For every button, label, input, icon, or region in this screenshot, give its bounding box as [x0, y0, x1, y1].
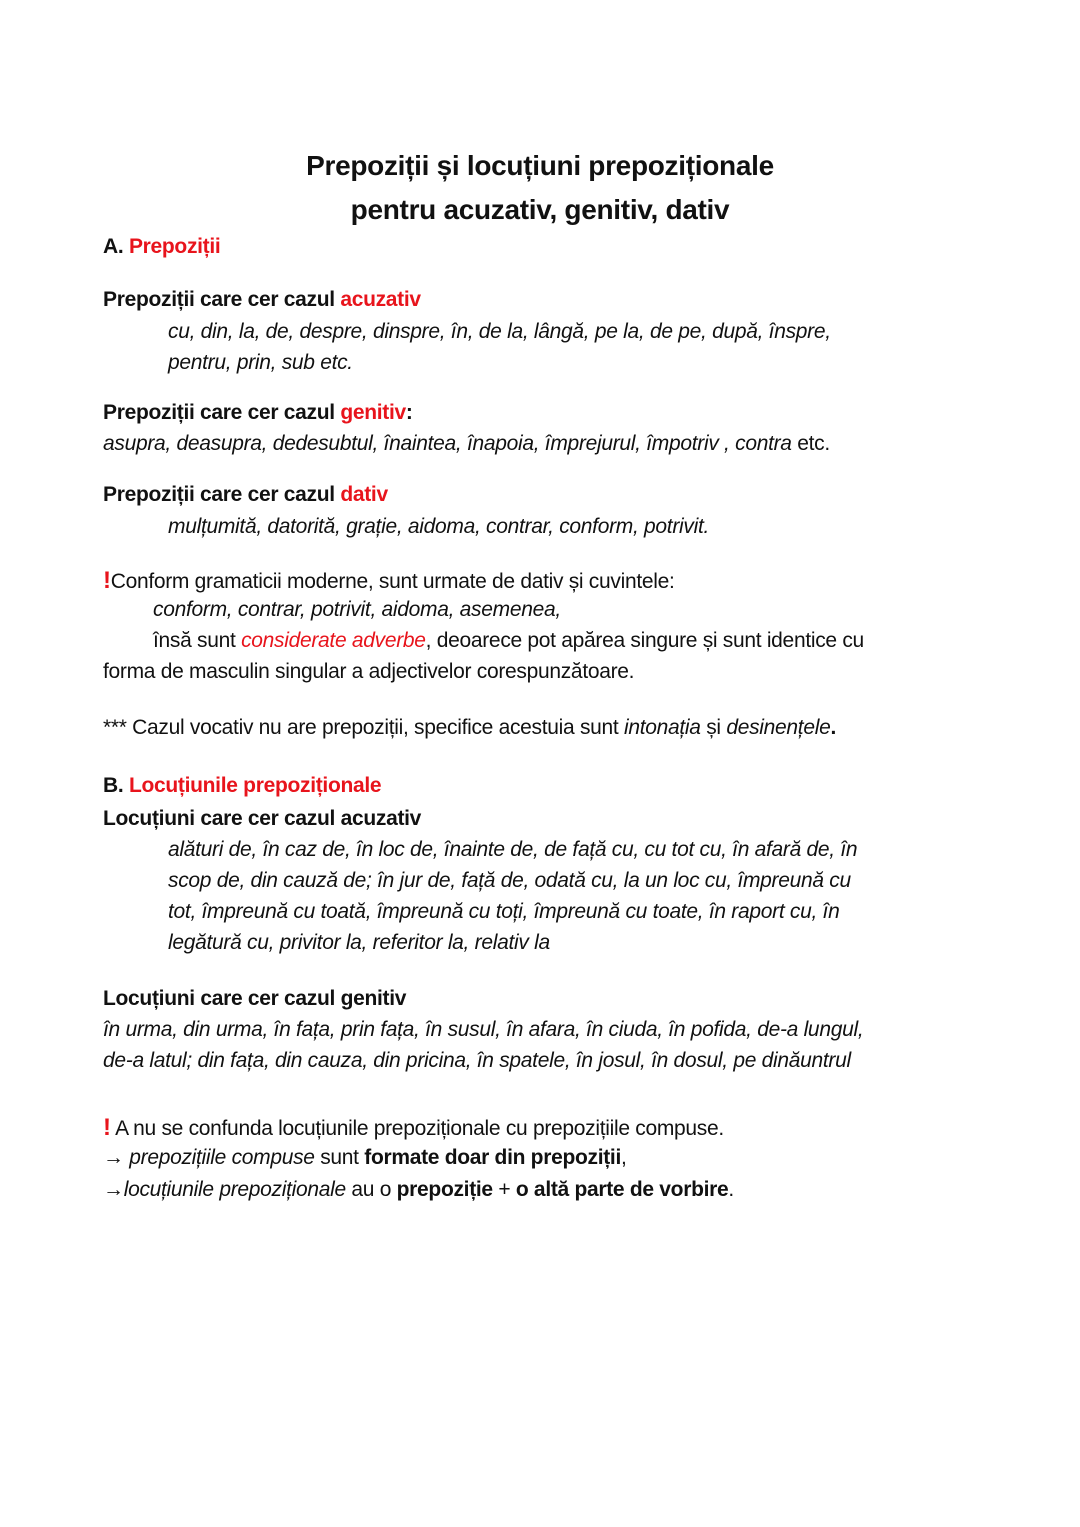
genitiv-prep-words: asupra, deasupra, dedesubtul, înaintea, înapoia, împrejurul, împotriv , contra — [103, 432, 792, 455]
comma: , — [621, 1146, 627, 1169]
text: însă sunt — [153, 629, 242, 652]
case-acuzativ: acuzativ — [340, 288, 421, 311]
arrow-right-icon: → — [103, 1178, 124, 1201]
asterisks: *** — [103, 716, 133, 739]
exclamation-icon: ! — [103, 1114, 111, 1141]
locutiunile-prepozitionale: locuțiunile prepoziționale — [123, 1178, 346, 1201]
note-modern-line-3 — [153, 629, 864, 653]
text: sunt — [314, 1146, 365, 1169]
genitiv-loc-line-1: în urma, din urma, în fața, prin fața, în susul, în afara, în ciuda, în pofida, de-a lungul, — [103, 1018, 864, 1041]
note-modern-line-4: forma de masculin singular a adjectivelor corespunzătoare. — [103, 660, 635, 683]
case-genitiv: genitiv — [340, 401, 406, 424]
genitiv-prep-etc: etc. — [791, 432, 830, 455]
period: . — [728, 1178, 734, 1201]
bold-text: formate doar din prepoziții — [364, 1146, 621, 1169]
plus: + — [492, 1178, 516, 1201]
dativ-prep-heading — [103, 483, 388, 507]
desinentele: desinențele — [726, 716, 831, 739]
genitiv-loc-heading: Locuțiuni care cer cazul genitiv — [103, 987, 407, 1010]
note-modern-words: conform, contrar, potrivit, aidoma, asemenea, — [153, 598, 561, 621]
bold-text: prepoziție — [396, 1178, 493, 1201]
text: au o — [345, 1178, 397, 1201]
prepozitiile-compuse: prepozițiile compuse — [129, 1146, 315, 1169]
note-vocativ — [103, 716, 836, 740]
acuzativ-loc-line-4: legătură cu, privitor la, referitor la, relativ la — [168, 931, 550, 954]
acuzativ-prep-heading — [103, 288, 421, 312]
considerate-adverbe: considerate adverbe — [241, 629, 426, 652]
acuzativ-loc-line-1: alături de, în caz de, în loc de, înainte de, de față cu, cu tot cu, în afară de, în — [168, 838, 858, 861]
genitiv-prep-list — [103, 432, 830, 456]
heading-text: Prepoziții care cer cazul — [103, 483, 341, 506]
section-a-heading — [103, 235, 220, 259]
exclamation-icon: ! — [103, 567, 111, 594]
arrow-right-icon: → — [103, 1146, 130, 1169]
section-b-heading — [103, 774, 381, 798]
heading-text: Prepoziții care cer cazul — [103, 288, 341, 311]
heading-text: Prepoziții care cer cazul — [103, 401, 341, 424]
note-confusion-row-1 — [103, 1146, 627, 1170]
text: A nu se confunda locuțiunile prepoziționale cu prepozițiile compuse. — [110, 1117, 724, 1140]
page-title-line-1: Prepoziții și locuțiuni prepoziționale — [306, 150, 774, 181]
bold-text: o altă parte de vorbire — [515, 1178, 729, 1201]
heading-colon: : — [405, 401, 413, 424]
section-b-prefix: B. — [103, 774, 129, 797]
text: și — [700, 716, 727, 739]
section-a-label: Prepoziții — [128, 235, 221, 258]
acuzativ-loc-line-3: tot, împreună cu toată, împreună cu toți, împreună cu toate, în raport cu, în — [168, 900, 840, 923]
note-confusion-intro — [103, 1114, 724, 1142]
case-dativ: dativ — [340, 483, 388, 506]
page-title-line-2: pentru acuzativ, genitiv, dativ — [350, 194, 730, 225]
note-confusion-row-2 — [103, 1178, 734, 1202]
section-b-label: Locuțiunile prepoziționale — [128, 774, 382, 797]
text: Cazul vocativ nu are prepoziții, specifice acestuia sunt — [132, 716, 624, 739]
acuzativ-loc-heading: Locuțiuni care cer cazul acuzativ — [103, 807, 422, 830]
genitiv-prep-heading — [103, 401, 413, 425]
acuzativ-prep-list-line-2: pentru, prin, sub etc. — [168, 351, 353, 374]
note-modern-intro — [103, 567, 675, 595]
genitiv-loc-line-2: de-a latul; din fața, din cauza, din pricina, în spatele, în josul, în dosul, pe dinăuntrul — [103, 1049, 851, 1072]
text: , deoarece pot apărea singure și sunt identice cu — [425, 629, 864, 652]
dativ-prep-list: mulțumită, datorită, grație, aidoma, contrar, conform, potrivit. — [168, 515, 710, 538]
acuzativ-loc-line-2: scop de, din cauză de; în jur de, față de, odată cu, la un loc cu, împreună cu — [168, 869, 851, 892]
acuzativ-prep-list-line-1: cu, din, la, de, despre, dinspre, în, de la, lângă, pe la, de pe, după, înspre, — [168, 320, 831, 343]
period: . — [830, 716, 836, 739]
note-modern-text: Conform gramaticii moderne, sunt urmate de dativ și cuvintele: — [110, 570, 675, 593]
section-a-prefix: A. — [103, 235, 129, 258]
intonatia: intonația — [623, 716, 701, 739]
